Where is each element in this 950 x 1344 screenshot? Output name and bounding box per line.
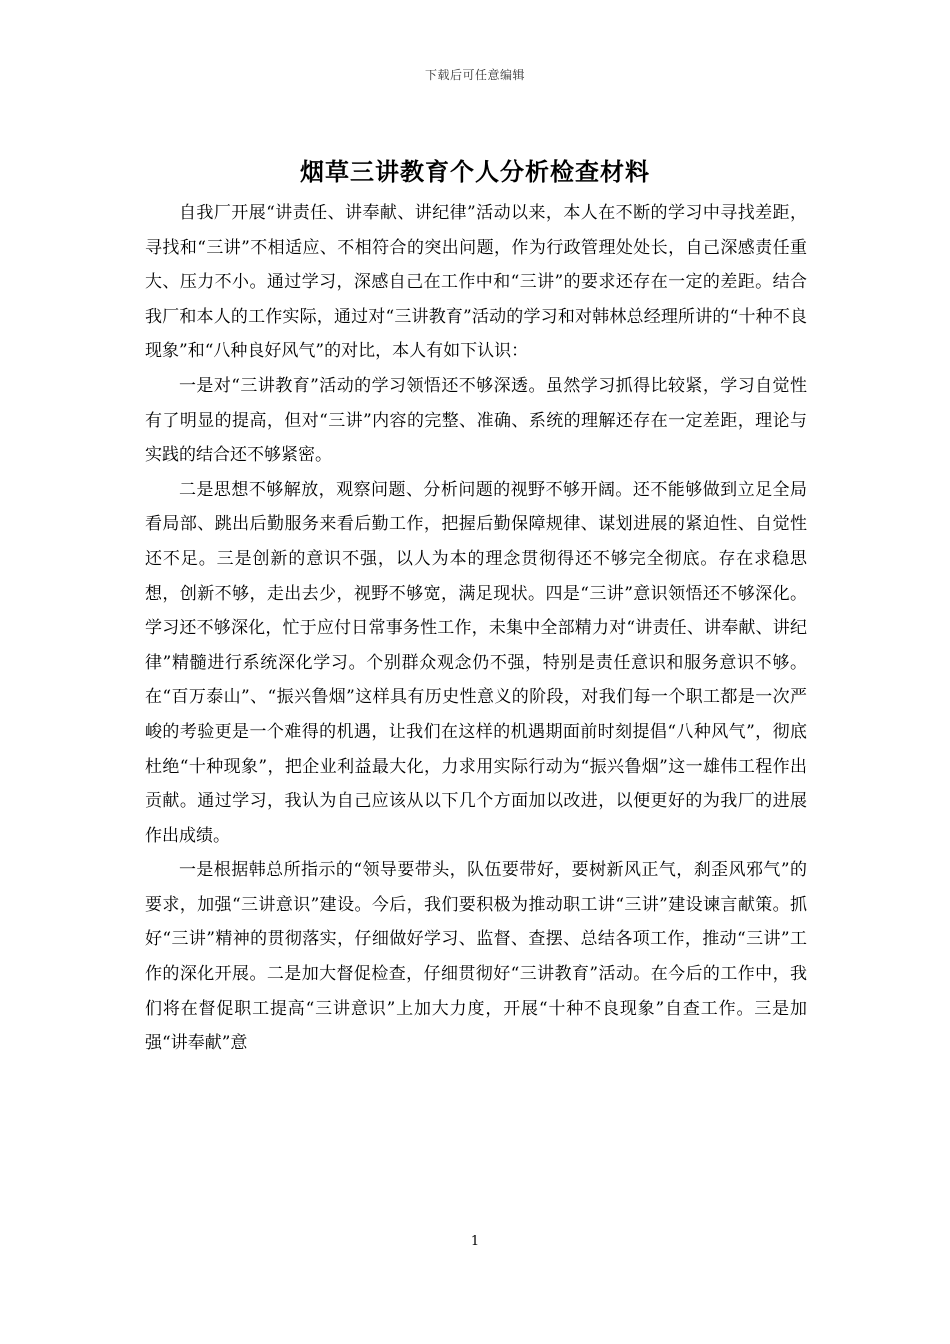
- paragraph-intro: 自我厂开展“讲责任、讲奉献、讲纪律”活动以来，本人在不断的学习中寻找差距，寻找和“三讲”不相适应、不相符合的突出问题，作为行政管理处处长，自己深感责任重大、压力不小。通过学习，深感自己在工作中和“三讲”的要求还存在一定的差距。结合我厂和本人的工作实际，通过对“三讲教育”活动的学习和对韩林总经理所讲的“十种不良现象”和“八种良好风气”的对比，本人有如下认识：: [145, 203, 807, 362]
- paragraph-point-1: 一是对“三讲教育”活动的学习领悟还不够深透。虽然学习抓得比较紧，学习自觉性有了明显的提高，但对“三讲”内容的完整、准确、系统的理解还存在一定差距，理论与实践的结合还不够紧密。: [145, 375, 807, 466]
- paragraph-point-2: 二是思想不够解放，观察问题、分析问题的视野不够开阔。还不能够做到立足全局看局部、跳出后勤服务来看后勤工作，把握后勤保障规律、谋划进展的紧迫性、自觉性还不足。三是创新的意识不强，以人为本的理念贯彻得还不够完全彻底。存在求稳思想，创新不够，走出去少，视野不够宽，满足现状。四是“三讲”意识领悟还不够深化。学习还不够深化，忙于应付日常事务性工作，未集中全部精力对“讲责任、讲奉献、讲纪律”精髓进行系统深化学习。个别群众观念仍不强，特别是责任意识和服务意识不够。在“百万泰山”、“振兴鲁烟”这样具有历史性意义的阶段，对我们每一个职工都是一次严峻的考验更是一个难得的机遇，让我们在这样的机遇期面前时刻提倡“八种风气”，彻底杜绝“十种现象”，把企业利益最大化，力求用实际行动为“振兴鲁烟”这一雄伟工程作出贡献。通过学习，我认为自己应该从以下几个方面加以改进，以便更好的为我厂的进展作出成绩。: [145, 479, 807, 846]
- document-body: [145, 196, 807, 1061]
- page-number: 1: [470, 1234, 480, 1249]
- document-title: 烟草三讲教育个人分析检查材料: [300, 157, 650, 186]
- paragraph-improvements: 一是根据韩总所指示的“领导要带头，队伍要带好，要树新风正气，刹歪风邪气”的要求，加强“三讲意识”建设。今后，我们要积极为推动职工讲“三讲”建设谏言献策。抓好“三讲”精神的贯彻落实，仔细做好学习、监督、查摆、总结各项工作，推动“三讲”工作的深化开展。二是加大督促检查，仔细贯彻好“三讲教育”活动。在今后的工作中，我们将在督促职工提高“三讲意识”上加大力度，开展“十种不良现象”自查工作。三是加强“讲奉献”意: [145, 860, 807, 1054]
- page-header-note: 下载后可任意编辑: [424, 68, 525, 82]
